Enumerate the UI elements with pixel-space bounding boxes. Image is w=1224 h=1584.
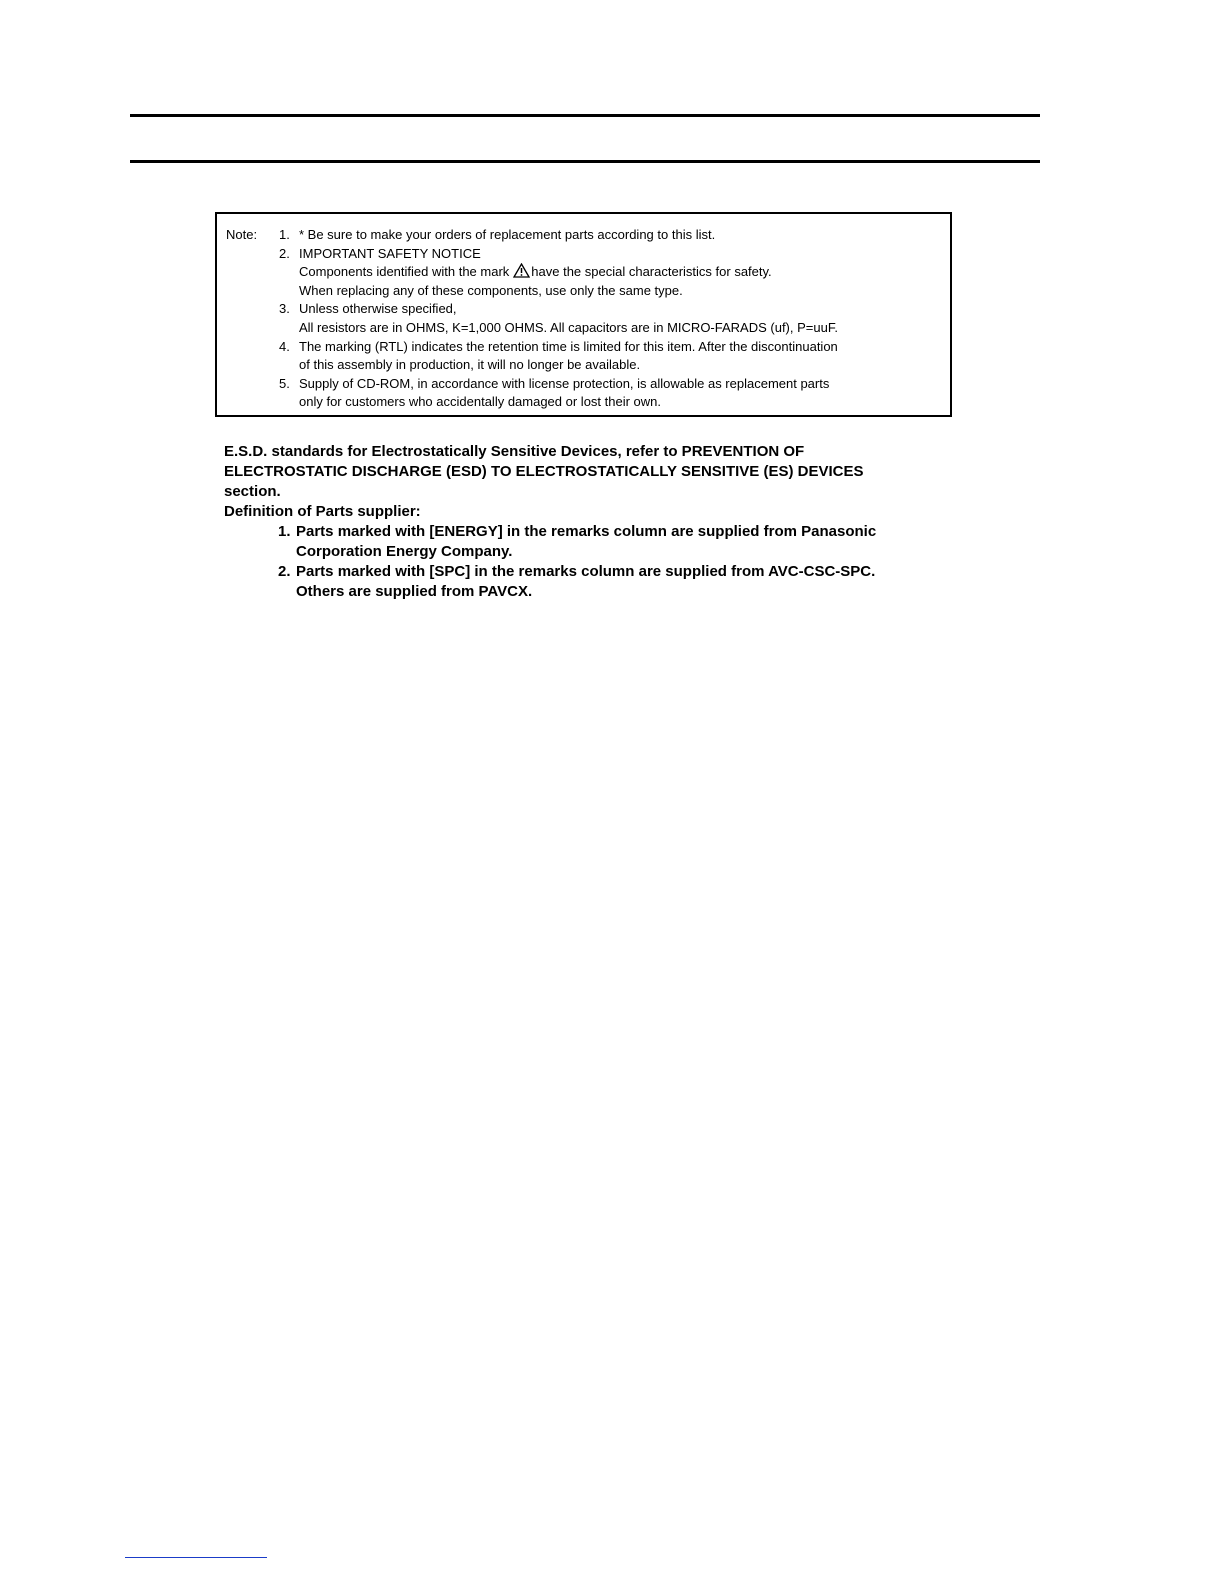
esd-text: section. xyxy=(224,483,281,500)
note-number: 3. xyxy=(279,301,290,317)
supplier-text: Others are supplied from PAVCX. xyxy=(296,583,533,600)
note-label: Note: xyxy=(226,227,258,242)
note-number: 2. xyxy=(279,245,290,261)
supplier-text: Corporation Energy Company. xyxy=(296,543,513,560)
esd-section xyxy=(224,442,944,602)
warning-triangle-icon xyxy=(513,263,530,278)
note-text: The marking (RTL) indicates the retention time is limited for this item. After the discontinuation xyxy=(299,338,838,354)
note-text: * Be sure to make your orders of replacement parts according to this list. xyxy=(299,227,716,242)
note-number: 5. xyxy=(279,375,290,391)
supplier-number: 1. xyxy=(278,523,291,540)
note-item-1 xyxy=(279,226,939,245)
esd-text: ELECTROSTATIC DISCHARGE (ESD) TO ELECTROSTATICALLY SENSITIVE (ES) DEVICES xyxy=(224,463,864,480)
footer-link-underline[interactable] xyxy=(125,1557,267,1558)
supplier-text: Parts marked with [SPC] in the remarks column are supplied from AVC-CSC-SPC. xyxy=(296,563,876,580)
supplier-item-2 xyxy=(278,562,944,602)
note-item-3 xyxy=(279,300,939,337)
header-rule-top xyxy=(130,114,1040,117)
note-text: of this assembly in production, it will no longer be available. xyxy=(299,357,641,373)
note-text: Supply of CD-ROM, in accordance with license protection, is allowable as replacement parts xyxy=(299,375,830,391)
header-rule-bottom xyxy=(130,160,1040,163)
note-item-4 xyxy=(279,338,939,375)
note-box xyxy=(215,212,952,417)
note-list xyxy=(279,226,939,412)
note-text: When replacing any of these components, use only the same type. xyxy=(299,282,683,298)
definition-heading: Definition of Parts supplier: xyxy=(224,503,421,520)
note-number: 4. xyxy=(279,338,290,354)
esd-text: E.S.D. standards for Electrostatically Sensitive Devices, refer to PREVENTION OF xyxy=(224,443,805,460)
supplier-text: Parts marked with [ENERGY] in the remarks column are supplied from Panasonic xyxy=(296,523,877,540)
note-text-with-mark xyxy=(299,263,939,282)
note-item-5 xyxy=(279,375,939,412)
note-text: have the special characteristics for safety. xyxy=(531,264,772,280)
note-number: 1. xyxy=(279,227,290,242)
note-text: only for customers who accidentally damaged or lost their own. xyxy=(299,394,662,410)
supplier-item-1 xyxy=(278,522,944,562)
note-text: Unless otherwise specified, xyxy=(299,301,457,317)
note-item-2 xyxy=(279,245,939,301)
note-text: All resistors are in OHMS, K=1,000 OHMS. All capacitors are in MICRO-FARADS (uf), P=uuF. xyxy=(299,319,838,335)
note-text: Components identified with the mark xyxy=(299,264,510,280)
note-text: IMPORTANT SAFETY NOTICE xyxy=(299,245,481,261)
supplier-list xyxy=(278,522,944,602)
supplier-number: 2. xyxy=(278,563,291,580)
